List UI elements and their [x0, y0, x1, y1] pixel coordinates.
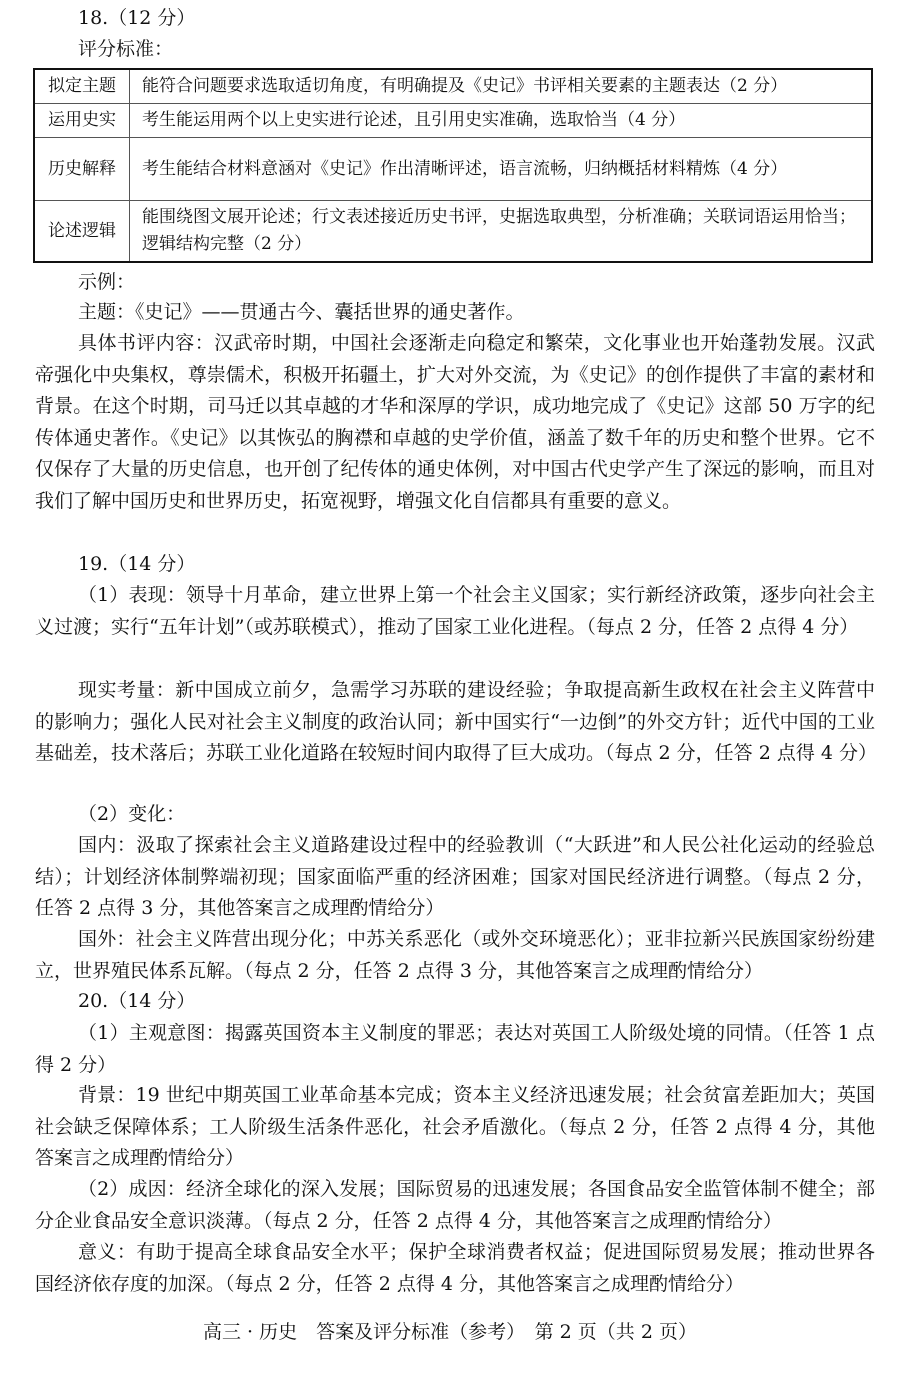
example-label: 示例：: [78, 271, 136, 293]
table-row: [34, 138, 872, 201]
criteria-desc: 考生能结合材料意涵对《史记》作出清晰评述，语言流畅，归纳概括材料精炼（4 分）: [130, 138, 873, 201]
q19-part2-label: （2）变化：: [78, 803, 186, 825]
q19-heading: 19.（14 分）: [78, 553, 196, 575]
criteria-name: 历史解释: [34, 138, 130, 201]
q19-practical-considerations: 现实考量：新中国成立前夕，急需学习苏联的建设经验；争取提高新生政权在社会主义阵营中的影响力；强化人民对社会主义制度的政治认同；新中国实行“一边倒”的外交方针；近代中国的工业基础差，技术落后；苏联工业化道路在较短时间内取得了巨大成功。（每点 2 分，任答 2 点得 4 分）: [35, 679, 878, 764]
criteria-desc: 能符合问题要求选取适切角度，有明确提及《史记》书评相关要素的主题表达（2 分）: [130, 69, 873, 104]
scoring-criteria-table: [33, 68, 873, 263]
q20-heading: 20.（14 分）: [78, 990, 196, 1012]
criteria-desc: 考生能运用两个以上史实进行论述，且引用史实准确，选取恰当（4 分）: [130, 104, 873, 138]
criteria-name: 拟定主题: [34, 69, 130, 104]
example-theme: 主题：《史记》——贯通古今、囊括世界的通史著作。: [78, 301, 525, 323]
example-review: 具体书评内容：汉武帝时期，中国社会逐渐走向稳定和繁荣，文化事业也开始蓬勃发展。汉武帝强化中央集权，尊崇儒术，积极开拓疆土，扩大对外交流，为《史记》的创作提供了丰富的素材和背景。在这个时期，司马迁以其卓越的才华和深厚的学识，成功地完成了《史记》这部 50 万字的纪传体通史著作。《史记》以其恢弘的胸襟和卓越的史学价值，涵盖了数千年的历史和整个世界。它不仅保存了大量的历史信息，也开创了纪传体的通史体例，对中国古代史学产生了深远的影响，而且对我们了解中国历史和世界历史，拓宽视野，增强文化自信都具有重要的意义。: [35, 332, 875, 512]
page-footer: 高三 · 历史 答案及评分标准（参考） 第 2 页（共 2 页）: [203, 1321, 697, 1343]
q19-domestic: 国内：汲取了探索社会主义道路建设过程中的经验教训（“大跃进”和人民公社化运动的经验总结）；计划经济体制弊端初现；国家面临严重的经济困难；国家对国民经济进行调整。（每点 2 分，任答 2 点得 3 分，其他答案言之成理酌情给分）: [35, 834, 875, 919]
table-row: [34, 104, 872, 138]
criteria-name: 论述逻辑: [34, 201, 130, 263]
q19-foreign: 国外：社会主义阵营出现分化；中苏关系恶化（或外交环境恶化）；亚非拉新兴民族国家纷纷建立，世界殖民体系瓦解。（每点 2 分，任答 2 点得 3 分，其他答案言之成理酌情给分）: [35, 928, 875, 982]
q19-part1-performance: （1）表现：领导十月革命，建立世界上第一个社会主义国家；实行新经济政策，逐步向社会主义过渡；实行“五年计划”（或苏联模式），推动了国家工业化进程。（每点 2 分，任答 2 点得 4 分）: [35, 584, 875, 638]
q20-part2-causes: （2）成因：经济全球化的深入发展；国际贸易的迅速发展；各国食品安全监管体制不健全；部分企业食品安全意识淡薄。（每点 2 分，任答 2 点得 4 分，其他答案言之成理酌情给分）: [35, 1178, 875, 1232]
q20-significance: 意义：有助于提高全球食品安全水平；保护全球消费者权益；促进国际贸易发展；推动世界各国经济依存度的加深。（每点 2 分，任答 2 点得 4 分，其他答案言之成理酌情给分）: [35, 1241, 875, 1295]
q20-background: 背景：19 世纪中期英国工业革命基本完成；资本主义经济迅速发展；社会贫富差距加大；英国社会缺乏保障体系；工人阶级生活条件恶化，社会矛盾激化。（每点 2 分，任答 2 点得 4 分，其他答案言之成理酌情给分）: [35, 1084, 875, 1169]
criteria-desc: 能围绕图文展开论述；行文表述接近历史书评，史据选取典型，分析准确；关联词语运用恰当；逻辑结构完整（2 分）: [130, 201, 873, 263]
q18-criteria-label: 评分标准：: [78, 38, 174, 60]
table-row: [34, 201, 872, 263]
q20-part1-intent: （1）主观意图：揭露英国资本主义制度的罪恶；表达对英国工人阶级处境的同情。（任答 1 点得 2 分）: [35, 1022, 875, 1076]
table-row: [34, 69, 872, 104]
q18-heading: 18.（12 分）: [78, 7, 196, 29]
criteria-name: 运用史实: [34, 104, 130, 138]
